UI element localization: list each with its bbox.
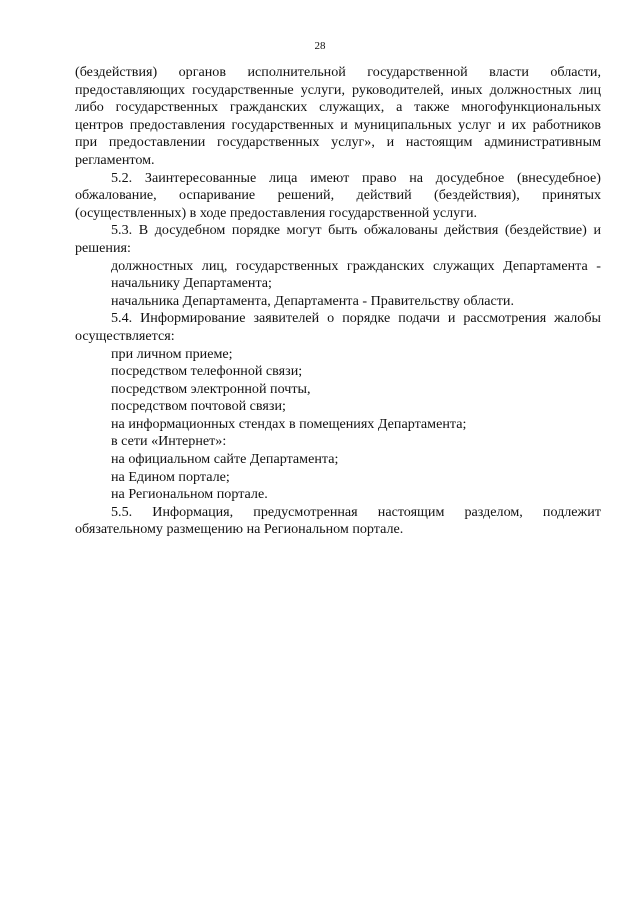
- list-item: посредством почтовой связи;: [111, 398, 286, 415]
- list-5-4: [75, 346, 601, 504]
- list-item: на Едином портале;: [111, 468, 230, 485]
- list-item: при личном приеме;: [111, 345, 233, 362]
- list-item: на Региональном портале.: [111, 486, 268, 503]
- list-5-3: [75, 258, 601, 311]
- paragraph-5-3: 5.3. В досудебном порядке могут быть обжалованы действия (бездействие) и решения:: [75, 222, 601, 256]
- list-item: должностных лиц, государственных гражданских служащих Департамента - начальнику Департамента;: [111, 257, 601, 292]
- list-item: в сети «Интернет»:: [111, 433, 227, 450]
- paragraph-5-5: 5.5. Информация, предусмотренная настоящим разделом, подлежит обязательному размещению на Региональном портале.: [75, 503, 601, 538]
- list-item: на официальном сайте Департамента;: [111, 451, 339, 468]
- list-item: на информационных стендах в помещениях Департамента;: [111, 415, 467, 432]
- page-number: 28: [314, 40, 326, 52]
- paragraph-continuation: (бездействия) органов исполнительной государственной власти области, предоставляющих государственные услуги, руководителей, иных должностных лиц либо государственных гражданских служащих, а также многофункциональных центров предоставления государственных и муниципальных услуг и их работников при предоставлении государственных услуг», и настоящим административным регламентом.: [75, 64, 601, 168]
- paragraph-5-4: 5.4. Информирование заявителей о порядке подачи и рассмотрения жалобы осуществляется:: [75, 310, 601, 344]
- body-text: [75, 64, 601, 539]
- list-item: начальника Департамента, Департамента - Правительству области.: [111, 292, 514, 309]
- list-item: посредством телефонной связи;: [111, 363, 303, 380]
- list-item: посредством электронной почты,: [111, 380, 311, 397]
- paragraph-5-2: 5.2. Заинтересованные лица имеют право на досудебное (внесудебное) обжалование, оспаривание решений, действий (бездействия), принятых (осуществленных) в ходе предоставления государственной услуги.: [75, 169, 601, 221]
